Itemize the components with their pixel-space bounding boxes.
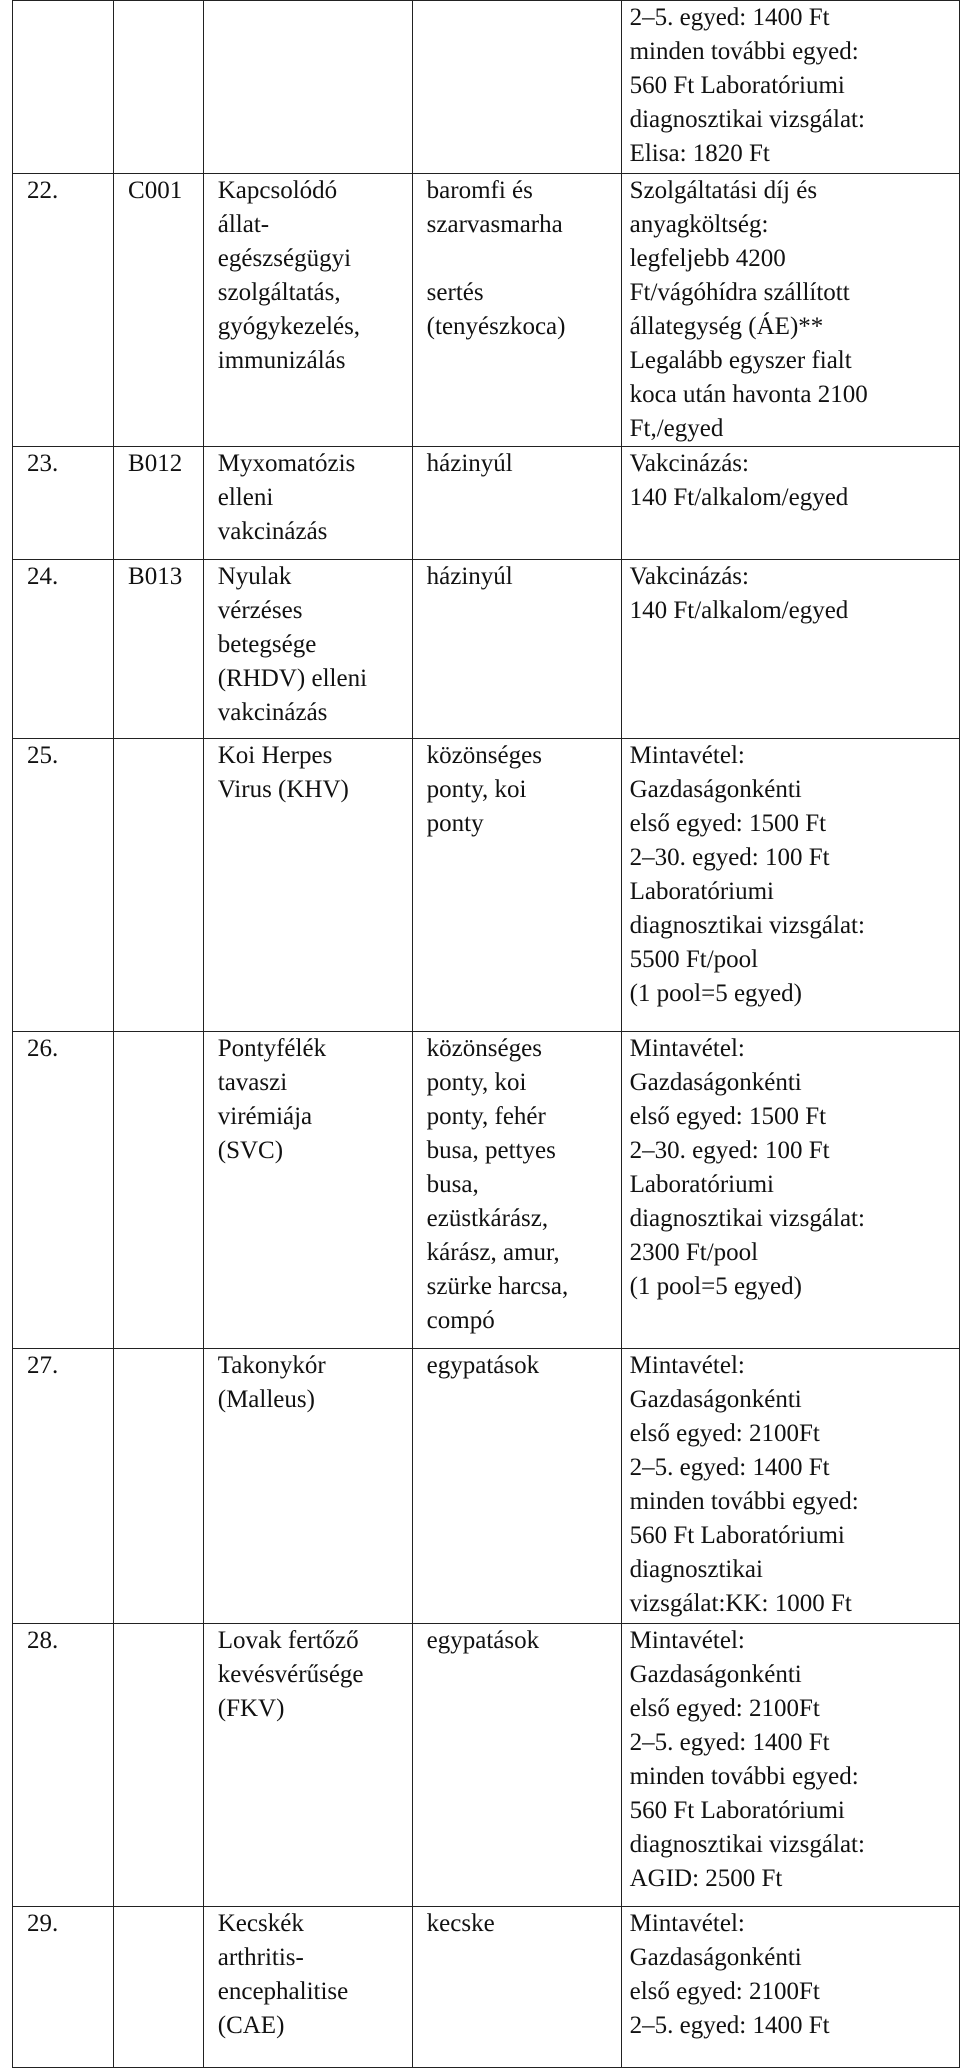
disease-line: virémiája [217,1103,313,1130]
species-line: egypatások [426,1627,540,1654]
fee-line: állategység (ÁE)** [629,313,824,340]
cell-code [114,1349,204,1624]
disease-line: (SVC) [217,1137,284,1164]
fee-line: Laboratóriumi [629,878,774,905]
fee-line: vizsgálat:KK: 1000 Ft [629,1590,852,1617]
disease-line: Kecskék [217,1910,304,1937]
cell-fee [621,447,959,560]
fee-line: első egyed: 2100Ft [629,1420,820,1447]
fee-line: Mintavétel: [629,1035,745,1062]
species-line: compó [426,1307,495,1334]
fee-line: Vakcinázás: [629,450,749,477]
fee-line: diagnosztikai vizsgálat: [629,1205,865,1232]
disease-line: Virus (KHV) [217,776,349,803]
disease-line: Kapcsolódó [217,177,338,204]
cell-disease [203,174,412,447]
cell-species [412,174,621,447]
fee-line: Elisa: 1820 Ft [629,140,770,167]
row-number: 27. [27,1352,59,1379]
fee-line: Gazdaságonkénti [629,1944,802,1971]
cell-disease [203,739,412,1032]
fee-line: anyagköltség: [629,211,769,238]
row-code: C001 [128,177,183,204]
cell-species [412,1907,621,2068]
disease-line: gyógykezelés, [217,313,361,340]
fee-line: minden további egyed: [629,1488,859,1515]
disease-line: elleni [217,484,274,511]
fee-line: diagnosztikai [629,1556,763,1583]
fee-line: 2–30. egyed: 100 Ft [629,1137,830,1164]
cell-disease [203,1032,412,1349]
fee-line: 560 Ft Laboratóriumi [629,72,845,99]
species-line: (tenyészkoca) [426,313,566,340]
cell-fee [621,174,959,447]
cell-fee [621,1032,959,1349]
fee-line: Vakcinázás: [629,563,749,590]
disease-line: szolgáltatás, [217,279,341,306]
disease-line: (CAE) [217,2012,285,2039]
disease-line: egészségügyi [217,245,352,272]
species-line: ponty, koi [426,776,527,803]
cell-code [114,447,204,560]
cell-fee [621,1,959,174]
cell-species [412,1032,621,1349]
species-line: egypatások [426,1352,540,1379]
disease-line: immunizálás [217,347,346,374]
fee-table [12,0,960,2068]
cell-fee [621,1907,959,2068]
disease-line: vakcinázás [217,518,328,545]
table-row [13,1,960,174]
fee-line: Legalább egyszer fialt [629,347,852,374]
fee-line: 560 Ft Laboratóriumi [629,1522,845,1549]
fee-line: Gazdaságonkénti [629,776,802,803]
species-line: kárász, amur, [426,1239,560,1266]
disease-line: Koi Herpes [217,742,333,769]
fee-line: Laboratóriumi [629,1171,774,1198]
fee-line: AGID: 2500 Ft [629,1865,783,1892]
fee-line: 2–5. egyed: 1400 Ft [629,4,830,31]
disease-line: tavaszi [217,1069,288,1096]
row-number: 22. [27,177,59,204]
cell-code [114,1624,204,1907]
species-line: közönséges [426,1035,542,1062]
table-row [13,1907,960,2068]
disease-line: encephalitise [217,1978,349,2005]
row-code: B013 [128,563,183,590]
cell-species [412,1,621,174]
species-line: szürke harcsa, [426,1273,569,1300]
species-line: ezüstkárász, [426,1205,549,1232]
fee-line: 2–30. egyed: 100 Ft [629,844,830,871]
fee-line: minden további egyed: [629,1763,859,1790]
fee-line: (1 pool=5 egyed) [629,1273,802,1300]
row-number: 24. [27,563,59,590]
row-number: 29. [27,1910,59,1937]
cell-disease [203,1624,412,1907]
disease-line: (RHDV) elleni [217,665,368,692]
species-line: busa, pettyes [426,1137,556,1164]
fee-line: Szolgáltatási díj és [629,177,818,204]
cell-code [114,1032,204,1349]
cell-number [13,560,114,739]
row-number: 26. [27,1035,59,1062]
fee-line: 2300 Ft/pool [629,1239,759,1266]
fee-line: 2–5. egyed: 1400 Ft [629,1454,830,1481]
table-row [13,447,960,560]
fee-line: első egyed: 2100Ft [629,1978,820,2005]
table-row [13,1624,960,1907]
fee-line: 5500 Ft/pool [629,946,759,973]
table-row [13,174,960,447]
cell-species [412,739,621,1032]
disease-line: Takonykór [217,1352,326,1379]
fee-line: minden további egyed: [629,38,859,65]
cell-number [13,1349,114,1624]
cell-fee [621,1349,959,1624]
table-row [13,1349,960,1624]
fee-table-body [13,1,960,2068]
species-line: busa, [426,1171,479,1198]
fee-line: 140 Ft/alkalom/egyed [629,484,849,511]
cell-fee [621,739,959,1032]
disease-line: vérzéses [217,597,303,624]
fee-line: 2–5. egyed: 1400 Ft [629,1729,830,1756]
fee-line: koca után havonta 2100 [629,381,868,408]
cell-code [114,1,204,174]
fee-line: Mintavétel: [629,742,745,769]
fee-line: Mintavétel: [629,1910,745,1937]
fee-line: Gazdaságonkénti [629,1069,802,1096]
row-number: 23. [27,450,59,477]
fee-line: 140 Ft/alkalom/egyed [629,597,849,624]
disease-line: Lovak fertőző [217,1627,359,1654]
disease-line: Pontyfélék [217,1035,327,1062]
species-line: sertés [426,279,484,306]
table-row [13,1032,960,1349]
table-row [13,739,960,1032]
cell-code [114,560,204,739]
cell-number [13,174,114,447]
cell-disease [203,447,412,560]
fee-line: Ft,/egyed [629,415,724,442]
fee-line: diagnosztikai vizsgálat: [629,912,865,939]
disease-line: Nyulak [217,563,292,590]
cell-fee [621,560,959,739]
cell-number [13,739,114,1032]
species-line: baromfi és [426,177,533,204]
fee-line: Mintavétel: [629,1352,745,1379]
cell-number [13,1,114,174]
cell-number [13,1907,114,2068]
fee-line: első egyed: 1500 Ft [629,810,827,837]
cell-fee [621,1624,959,1907]
disease-line: Myxomatózis [217,450,356,477]
species-line: közönséges [426,742,542,769]
fee-line: Gazdaságonkénti [629,1661,802,1688]
row-number: 25. [27,742,59,769]
cell-species [412,1349,621,1624]
cell-species [412,447,621,560]
fee-line: első egyed: 1500 Ft [629,1103,827,1130]
fee-line: 2–5. egyed: 1400 Ft [629,2012,830,2039]
cell-number [13,1032,114,1349]
species-line: ponty [426,810,484,837]
disease-line: (Malleus) [217,1386,315,1413]
fee-line: 560 Ft Laboratóriumi [629,1797,845,1824]
species-line: ponty, koi [426,1069,527,1096]
cell-disease [203,560,412,739]
species-line: szarvasmarha [426,211,563,238]
cell-code [114,174,204,447]
fee-line: diagnosztikai vizsgálat: [629,106,865,133]
cell-disease [203,1907,412,2068]
fee-line: Mintavétel: [629,1627,745,1654]
species-line: házinyúl [426,450,513,477]
cell-code [114,1907,204,2068]
fee-line: első egyed: 2100Ft [629,1695,820,1722]
cell-code [114,739,204,1032]
fee-line: legfeljebb 4200 [629,245,786,272]
row-number: 28. [27,1627,59,1654]
species-line: ponty, fehér [426,1103,546,1130]
cell-disease [203,1349,412,1624]
cell-number [13,447,114,560]
species-line [427,242,607,276]
table-row [13,560,960,739]
fee-line: Ft/vágóhídra szállított [629,279,850,306]
cell-disease [203,1,412,174]
disease-line: betegsége [217,631,317,658]
cell-species [412,560,621,739]
fee-line: diagnosztikai vizsgálat: [629,1831,865,1858]
fee-line: Gazdaságonkénti [629,1386,802,1413]
disease-line: (FKV) [217,1695,285,1722]
disease-line: állat- [217,211,270,238]
species-line: kecske [426,1910,495,1937]
disease-line: arthritis- [217,1944,304,1971]
row-code: B012 [128,450,183,477]
fee-line: (1 pool=5 egyed) [629,980,802,1007]
cell-number [13,1624,114,1907]
disease-line: vakcinázás [217,699,328,726]
cell-species [412,1624,621,1907]
species-line: házinyúl [426,563,513,590]
disease-line: kevésvérűsége [217,1661,364,1688]
